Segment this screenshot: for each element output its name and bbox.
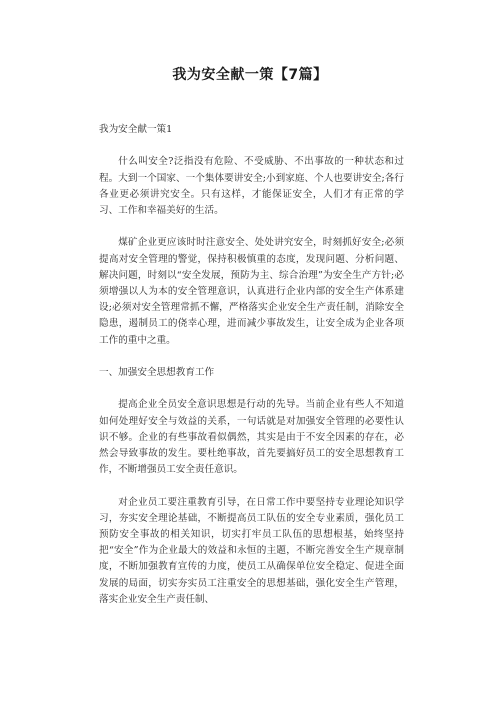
section-subtitle: 我为安全献一策1 [99, 124, 173, 135]
section-heading-1: 一、加强安全思想教育工作 [99, 367, 215, 378]
paragraph-4: 对企业员工要注重教育引导，在日常工作中要坚持专业理论知识学习，夯实安全理论基础，不断提高员工队伍的安全专业素质，强化员工预防安全事故的相关知识，切实打牢员工队伍的思想根基，始终坚持把“安全”作为企业最大的效益和永恒的主题，不断完善安全生产规章制度，不断加强教育宣传的力度，使员工从确保单位安全稳定、促进全面发展的局面，切实夯实员工注重安全的思想基础，强化安全生产管理，落实企业安全生产责任制、 [99, 496, 404, 605]
paragraph-2: 煤矿企业更应该时时注意安全、处处讲究安全，时刻抓好安全;必须提高对安全管理的警觉，保持积极慎重的态度，发现问题、分析问题、解决问题，时刻以“安全发展，预防为主、综合治理”为安全生产方针;必须增强以人为本的安全管理意识，认真进行企业内部的安全生产体系建设;必须对安全管理常抓不懈，严格落实企业安全生产责任制，消除安全隐患，遏制员工的侥幸心理，进而减少事故发生，让安全成为企业各项工作的重中之重。 [99, 237, 404, 346]
paragraph-1: 什么叫安全?泛指没有危险、不受威胁、不出事故的一种状态和过程。大到一个国家、一个集体要讲安全;小到家庭、个人也要讲安全;各行各业更必须讲究安全。只有这样，才能保证安全，人们才有正常的学习、工作和幸福美好的生活。 [99, 156, 404, 216]
document-title: 我为安全献一策【7篇】 [172, 67, 328, 83]
document-body [99, 122, 404, 624]
paragraph-3: 提高企业全员安全意识思想是行动的先导。当前企业有些人不知道如何处理好安全与效益的关系，一句话就是对加强安全管理的必要性认识不够。企业的有些事故看似偶然，其实是由于不安全因素的存在，必然会导致事故的发生。要杜绝事故，首先要搞好员工的安全思想教育工作，不断增强员工安全责任意识。 [99, 399, 404, 476]
